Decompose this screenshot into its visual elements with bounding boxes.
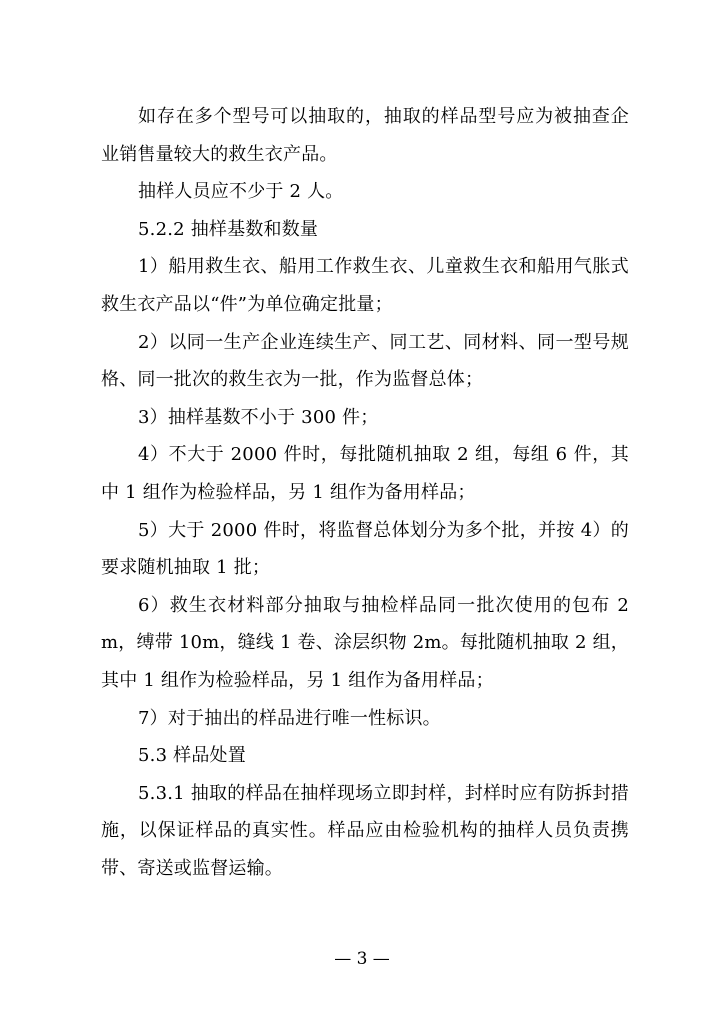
section-heading-5-3: 5.3 样品处置 <box>138 745 246 767</box>
paragraph-item-1: 1）船用救生衣、船用工作救生衣、儿童救生衣和船用气胀式救生衣产品以“件”为单位确定批量； <box>101 256 629 315</box>
paragraph-sampler-count: 抽样人员应不少于 2 人。 <box>138 181 344 203</box>
paragraph-item-2: 2）以同一生产企业连续生产、同工艺、同材料、同一型号规格、同一批次的救生衣为一批，作为监督总体； <box>101 331 629 391</box>
paragraph-item-5: 5）大于 2000 件时，将监督总体划分为多个批，并按 4）的要求随机抽取 1 批； <box>101 519 629 579</box>
document-body <box>101 98 629 887</box>
paragraph-item-7: 7）对于抽出的样品进行唯一性标识。 <box>138 707 441 729</box>
paragraph-item-4: 4）不大于 2000 件时，每批随机抽取 2 组，每组 6 件，其中 1 组作为检验样品，另 1 组作为备用样品； <box>101 444 629 503</box>
paragraph-item-3: 3）抽样基数不小于 300 件； <box>138 406 379 428</box>
paragraph-5-3-1: 5.3.1 抽取的样品在抽样现场立即封样，封样时应有防拆封措施，以保证样品的真实性。样品应由检验机构的抽样人员负责携带、寄送或监督运输。 <box>101 782 629 879</box>
page-number: — 3 — <box>334 949 390 969</box>
paragraph-item-6: 6）救生衣材料部分抽取与抽检样品同一批次使用的包布 2m，缚带 10m，缝线 1 卷、涂层织物 2m。每批随机抽取 2 组，其中 1 组作为检验样品，另 1 组作为备用样品； <box>101 594 629 691</box>
paragraph-model-selection: 如存在多个型号可以抽取的，抽取的样品型号应为被抽查企业销售量较大的救生衣产品。 <box>101 106 629 165</box>
section-heading-5-2-2: 5.2.2 抽样基数和数量 <box>138 218 319 240</box>
